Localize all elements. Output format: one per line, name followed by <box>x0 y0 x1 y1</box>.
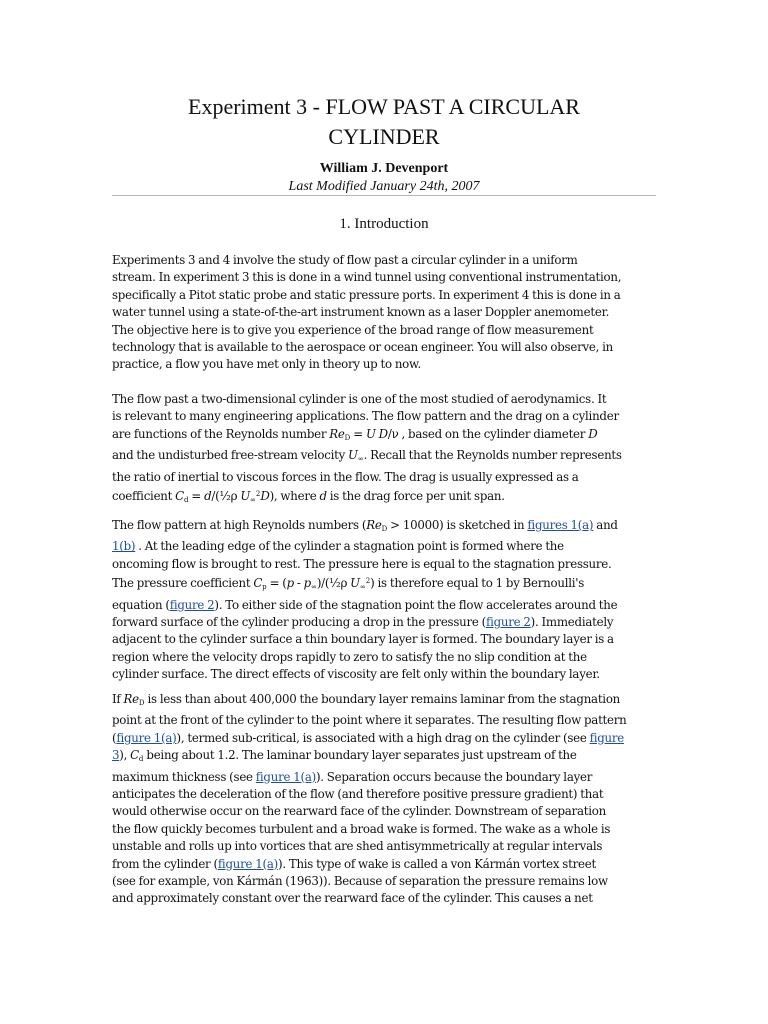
text-line <box>112 573 668 596</box>
text-run: = ( <box>266 576 287 591</box>
text-run: )/(½ρ <box>316 576 351 591</box>
author-name: William J. Devenport <box>319 161 449 176</box>
text-line <box>112 769 668 786</box>
text-line: unstable and rolls up into vortices that are shed antisymmetrically at regular intervals <box>112 839 603 854</box>
text-run: ). Immediately <box>530 615 614 630</box>
text-line: water tunnel using a state-of-the-art instrument known as a laser Doppler anemometer. <box>112 305 610 320</box>
diameter-symbol: D <box>378 426 388 441</box>
last-modified-date: Last Modified January 24th, 2007 <box>288 179 480 194</box>
coefficient-symbol: C <box>175 489 184 504</box>
text-run: ). Separation occurs because the boundary layer <box>315 769 593 784</box>
paragraph-reynolds <box>112 391 668 509</box>
text-run: and the undisturbed free-stream velocity <box>112 448 349 463</box>
text-line: anticipates the deceleration of the flow (and therefore positive pressure gradient) that <box>112 787 604 802</box>
text-run: from the cylinder ( <box>112 856 218 871</box>
link-figure-1a[interactable]: figure 1(a) <box>217 856 278 871</box>
text-run: ). This type of wake is called a von Kármán vortex street <box>277 856 596 871</box>
text-line <box>112 447 668 468</box>
subscript: D <box>344 433 351 442</box>
subscript: ∞ <box>250 496 256 505</box>
link-figure-1a[interactable]: figure 1(a) <box>255 769 316 784</box>
text-run: are functions of the Reynolds number <box>112 426 330 441</box>
text-line: oncoming flow is brought to rest. The pressure here is equal to the stagnation pressure. <box>112 556 612 571</box>
reynolds-symbol: Re <box>329 426 345 441</box>
link-figure-1b[interactable]: 1(b) <box>112 539 136 554</box>
text-line: cylinder surface. The direct effects of viscosity are felt only within the boundary layer. <box>112 667 600 682</box>
coefficient-symbol: C <box>130 748 139 763</box>
text-run: = <box>350 426 366 441</box>
reynolds-symbol: Re <box>366 518 382 532</box>
text-run: ). To either side of the stagnation point the flow accelerates around the <box>214 597 618 612</box>
text-run: maximum thickness (see <box>112 769 256 784</box>
velocity-symbol: U <box>365 426 376 441</box>
text-run: , based on the cylinder diameter <box>398 426 589 441</box>
text-run: The pressure coefficient <box>112 576 254 591</box>
drag-symbol: d <box>204 489 212 504</box>
subscript: d <box>138 755 144 764</box>
text-line <box>112 614 668 631</box>
subscript: p <box>262 583 267 592</box>
subscript: ∞ <box>357 455 364 464</box>
pressure-symbol: p <box>303 576 311 591</box>
text-run: . At the leading edge of the cylinder a stagnation point is formed where the <box>135 539 564 554</box>
superscript: 2 <box>365 577 371 586</box>
link-figure-3[interactable]: 3 <box>112 748 120 763</box>
link-figure-1a[interactable]: figure 1(a) <box>116 730 177 745</box>
text-line <box>112 538 668 555</box>
document-title <box>112 92 656 152</box>
text-run: The flow pattern at high Reynolds numbers ( <box>112 518 367 532</box>
text-run: and <box>593 518 618 532</box>
title-line-2: CYLINDER <box>328 124 440 149</box>
velocity-symbol: U <box>350 576 360 591</box>
text-run: coefficient <box>112 489 176 504</box>
paragraph-flow-pattern <box>112 517 668 684</box>
text-run: being about 1.2. The laminar boundary layer separates just upstream of the <box>143 748 577 763</box>
subscript: D <box>138 699 145 707</box>
text-line: region where the velocity drops rapidly to zero to satisfy the no slip condition at the <box>112 649 587 664</box>
velocity-symbol: U <box>348 448 358 463</box>
text-run: = <box>188 489 205 504</box>
text-run: is less than about 400,000 the boundary layer remains laminar from the stagnation <box>144 692 621 706</box>
text-line: technology that is available to the aerospace or ocean engineer. You will also observe, in <box>112 340 613 355</box>
paragraph-subcritical <box>112 691 668 908</box>
text-line <box>112 517 668 538</box>
text-run: equation ( <box>112 597 170 612</box>
text-run: If <box>112 692 124 706</box>
text-run: ), where <box>269 489 320 504</box>
text-line <box>112 730 668 747</box>
text-run: ( <box>112 730 117 745</box>
text-run: is the drag force per unit span. <box>326 489 505 504</box>
text-line: The flow past a two-dimensional cylinder is one of the most studied of aerodynamics. It <box>112 392 607 406</box>
text-line: (see for example, von Kármán (1963)). Because of separation the pressure remains low <box>112 874 608 889</box>
subscript: d <box>183 496 189 505</box>
text-run: ), <box>119 748 131 763</box>
link-figure-3[interactable]: figure <box>589 730 625 745</box>
diameter-symbol: D <box>260 489 270 504</box>
subscript: ∞ <box>359 583 366 592</box>
text-run: /(½ρ <box>211 489 241 504</box>
text-run: . Recall that the Reynolds number represents <box>363 448 622 463</box>
subscript: ∞ <box>310 583 317 592</box>
text-line: the flow quickly becomes turbulent and a broad wake is formed. The wake as a whole is <box>112 821 611 836</box>
text-line: The objective here is to give you experience of the broad range of flow measurement <box>112 322 594 337</box>
text-line: is relevant to many engineering applications. The flow pattern and the drag on a cylinder <box>112 409 619 424</box>
text-line: practice, a flow you have met only in theory up to now. <box>112 357 421 372</box>
text-line: would otherwise occur on the rearward face of the cylinder. Downstream of separation <box>112 804 606 819</box>
text-line: stream. In experiment 3 this is done in a wind tunnel using conventional instrumentation, <box>112 270 622 285</box>
reynolds-symbol: Re <box>123 692 139 706</box>
text-line <box>112 856 668 873</box>
text-line <box>112 597 668 614</box>
text-line <box>112 747 668 768</box>
pressure-symbol: p <box>286 576 294 591</box>
link-figures-1a[interactable]: figures 1(a) <box>527 518 594 532</box>
text-run: forward surface of the cylinder producing a drop in the pressure ( <box>112 615 486 630</box>
superscript: 2 <box>255 490 261 499</box>
text-line: the ratio of inertial to viscous forces in the flow. The drag is usually expressed as a <box>112 469 579 484</box>
text-line <box>112 486 668 509</box>
title-line-1: Experiment 3 - FLOW PAST A CIRCULAR <box>188 94 580 119</box>
subscript: D <box>381 525 388 533</box>
text-run: > 10000) is sketched in <box>387 518 528 532</box>
text-line <box>112 426 668 447</box>
text-run: ), termed sub-critical, is associated with a high drag on the cylinder (see <box>176 730 590 745</box>
drag-symbol: d <box>319 489 327 504</box>
text-line: point at the front of the cylinder to the point where it separates. The resulting flow pattern <box>112 713 627 728</box>
text-line: Experiments 3 and 4 involve the study of flow past a circular cylinder in a uniform <box>112 253 578 267</box>
paragraph-intro <box>112 252 668 374</box>
link-figure-2[interactable]: figure 2 <box>169 597 215 612</box>
text-run: ) is therefore equal to 1 by Bernoulli's <box>370 576 585 591</box>
section-heading: 1. Introduction <box>339 216 429 232</box>
text-line: and approximately constant over the rearward face of the cylinder. This causes a net <box>112 891 593 906</box>
text-run: /ν <box>387 426 399 441</box>
text-run: - <box>293 576 304 591</box>
text-line: adjacent to the cylinder surface a thin boundary layer is formed. The boundary layer is a <box>112 632 614 647</box>
coefficient-symbol: C <box>253 576 263 591</box>
text-line: specifically a Pitot static probe and static pressure ports. In experiment 4 this is done in a <box>112 287 621 302</box>
horizontal-divider <box>112 195 656 196</box>
velocity-symbol: U <box>240 489 251 504</box>
link-figure-2[interactable]: figure 2 <box>485 615 531 630</box>
text-line <box>112 691 668 712</box>
diameter-symbol: D <box>588 426 598 441</box>
